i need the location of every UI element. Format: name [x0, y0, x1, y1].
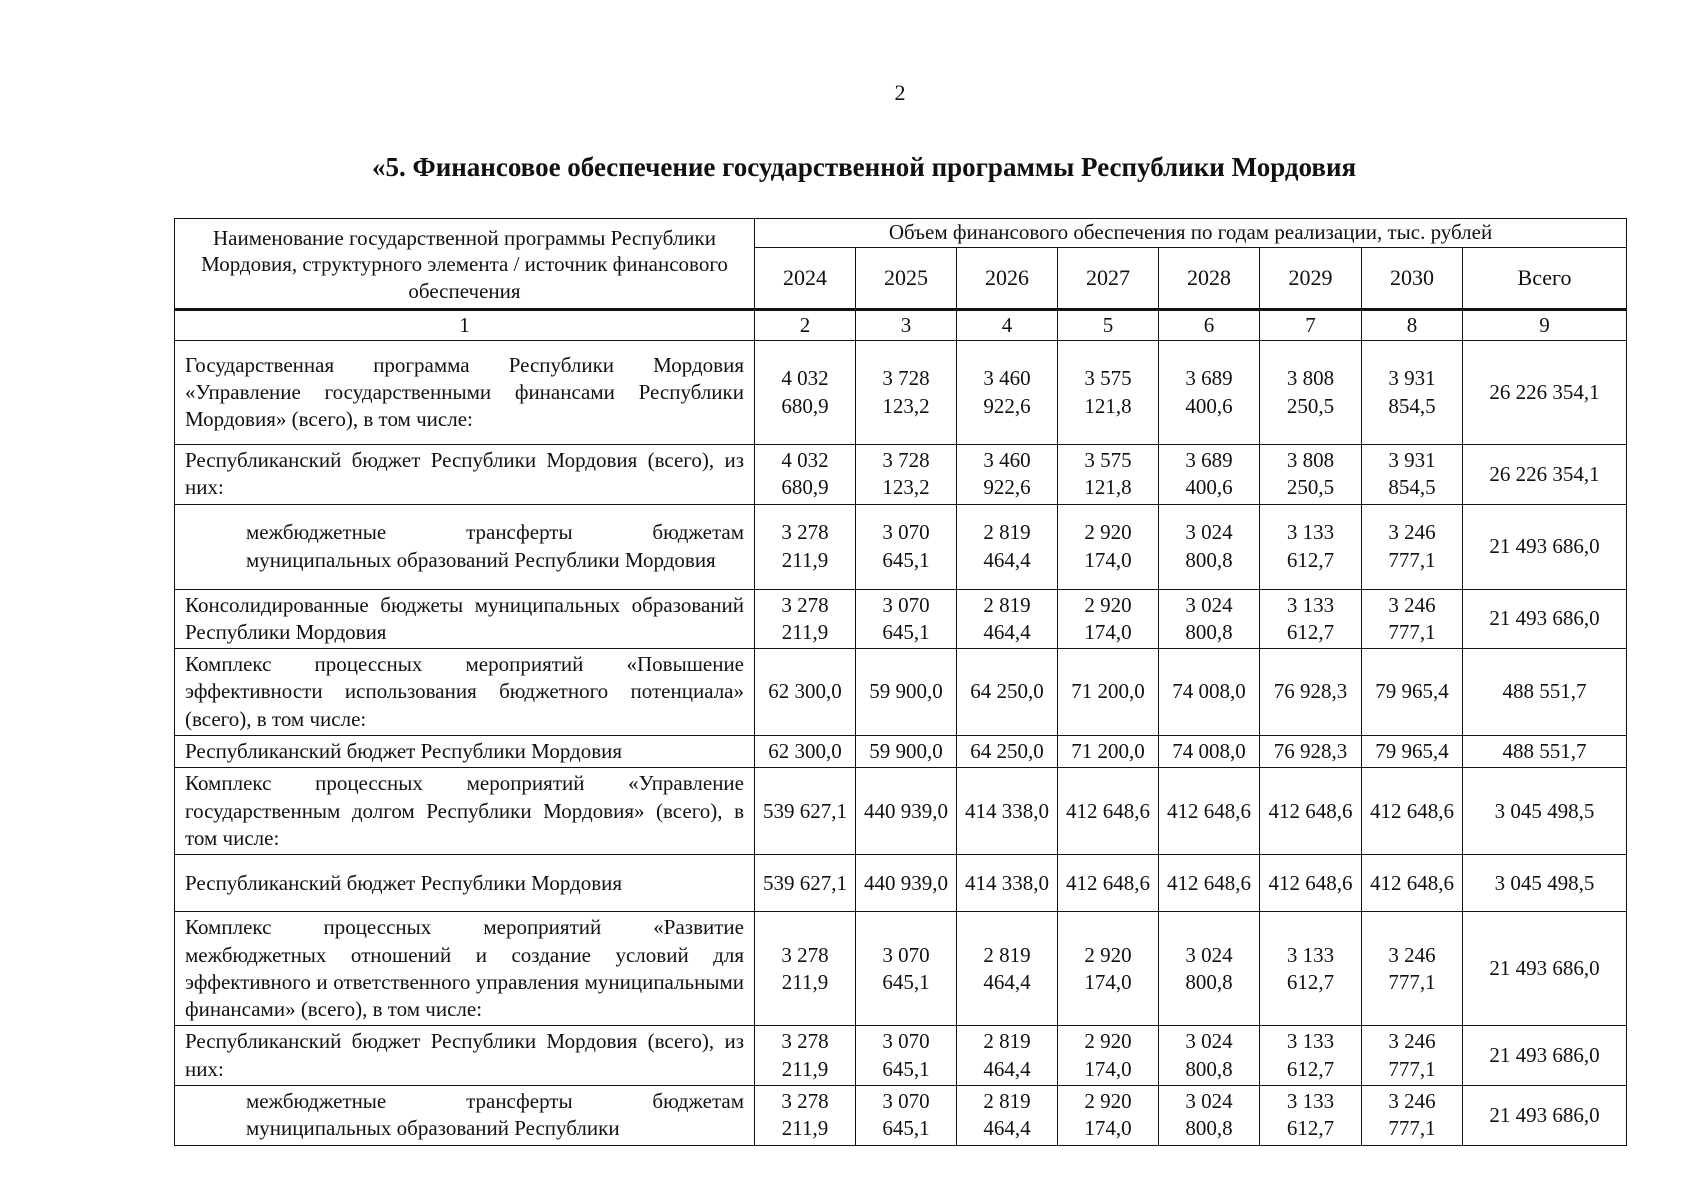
row-value: 412 648,6: [1058, 768, 1159, 855]
row-value: 3 728 123,2: [856, 445, 957, 505]
row-value: 59 900,0: [856, 649, 957, 736]
column-number: 8: [1362, 310, 1463, 341]
header-row-group: [175, 219, 1627, 248]
header-year-2025: 2025: [856, 248, 957, 310]
row-value: 3 070 645,1: [856, 504, 957, 589]
row-value: 3 133 612,7: [1260, 912, 1362, 1026]
row-value: 3 278 211,9: [755, 504, 856, 589]
row-value: 3 133 612,7: [1260, 1086, 1362, 1146]
column-number: 4: [957, 310, 1058, 341]
table-row: [175, 855, 1627, 912]
row-value: 3 024 800,8: [1159, 1026, 1260, 1086]
row-value: 539 627,1: [755, 855, 856, 912]
row-value: 3 246 777,1: [1362, 1026, 1463, 1086]
row-value: 3 246 777,1: [1362, 589, 1463, 649]
header-total: Всего: [1463, 248, 1627, 310]
row-total: 488 551,7: [1463, 649, 1627, 736]
row-value: 76 928,3: [1260, 649, 1362, 736]
table-row: [175, 445, 1627, 505]
row-total: 26 226 354,1: [1463, 341, 1627, 445]
row-value: 59 900,0: [856, 736, 957, 768]
row-value: 414 338,0: [957, 855, 1058, 912]
row-value: 76 928,3: [1260, 736, 1362, 768]
row-value: 3 246 777,1: [1362, 1086, 1463, 1146]
row-value: 64 250,0: [957, 649, 1058, 736]
row-value: 3 575 121,8: [1058, 445, 1159, 505]
row-value: 3 133 612,7: [1260, 589, 1362, 649]
table-row: [175, 1086, 1627, 1146]
row-value: 440 939,0: [856, 768, 957, 855]
column-number: 2: [755, 310, 856, 341]
row-value: 2 819 464,4: [957, 1026, 1058, 1086]
column-number: 1: [175, 310, 755, 341]
row-value: 412 648,6: [1362, 768, 1463, 855]
table-row: [175, 589, 1627, 649]
row-value: 3 133 612,7: [1260, 1026, 1362, 1086]
row-total: 21 493 686,0: [1463, 1086, 1627, 1146]
row-value: 62 300,0: [755, 649, 856, 736]
row-value: 3 460 922,6: [957, 445, 1058, 505]
row-value: 4 032 680,9: [755, 341, 856, 445]
row-value: 539 627,1: [755, 768, 856, 855]
header-year-2028: 2028: [1159, 248, 1260, 310]
row-value: 3 689 400,6: [1159, 445, 1260, 505]
row-name: Комплекс процессных мероприятий «Развитие межбюджетных отношений и создание условий для эффективного и ответственного управления муниципальными финансами» (всего), в том числе:: [175, 912, 755, 1026]
row-total: 21 493 686,0: [1463, 589, 1627, 649]
table-row: [175, 912, 1627, 1026]
row-value: 3 278 211,9: [755, 1086, 856, 1146]
row-value: 64 250,0: [957, 736, 1058, 768]
row-value: 3 070 645,1: [856, 1026, 957, 1086]
row-value: 2 819 464,4: [957, 504, 1058, 589]
financing-table: [174, 218, 1627, 1146]
row-value: 3 070 645,1: [856, 912, 957, 1026]
row-value: 2 819 464,4: [957, 589, 1058, 649]
column-number-row: [175, 310, 1627, 341]
row-value: 412 648,6: [1058, 855, 1159, 912]
table-row: [175, 768, 1627, 855]
row-name: Консолидированные бюджеты муниципальных образований Республики Мордовия: [175, 589, 755, 649]
row-value: 440 939,0: [856, 855, 957, 912]
row-value: 3 246 777,1: [1362, 504, 1463, 589]
column-number: 6: [1159, 310, 1260, 341]
row-total: 488 551,7: [1463, 736, 1627, 768]
row-value: 2 920 174,0: [1058, 589, 1159, 649]
row-value: 3 133 612,7: [1260, 504, 1362, 589]
row-value: 3 024 800,8: [1159, 504, 1260, 589]
row-value: 79 965,4: [1362, 649, 1463, 736]
table-row: [175, 736, 1627, 768]
page-number: 2: [894, 80, 906, 105]
row-name: Комплекс процессных мероприятий «Повышение эффективности использования бюджетного потенциала» (всего), в том числе:: [175, 649, 755, 736]
row-value: 3 278 211,9: [755, 589, 856, 649]
row-value: 412 648,6: [1260, 768, 1362, 855]
row-value: 71 200,0: [1058, 649, 1159, 736]
column-number: 5: [1058, 310, 1159, 341]
row-total: 3 045 498,5: [1463, 855, 1627, 912]
row-value: 412 648,6: [1159, 855, 1260, 912]
row-name: межбюджетные трансферты бюджетам муниципальных образований Республики: [175, 1086, 755, 1146]
row-value: 3 808 250,5: [1260, 341, 1362, 445]
row-value: 3 460 922,6: [957, 341, 1058, 445]
row-value: 3 278 211,9: [755, 1026, 856, 1086]
header-year-2024: 2024: [755, 248, 856, 310]
row-total: 3 045 498,5: [1463, 768, 1627, 855]
row-value: 71 200,0: [1058, 736, 1159, 768]
row-value: 412 648,6: [1159, 768, 1260, 855]
header-group-cell: Объем финансового обеспечения по годам реализации, тыс. рублей: [755, 219, 1627, 248]
row-value: 412 648,6: [1260, 855, 1362, 912]
row-total: 21 493 686,0: [1463, 912, 1627, 1026]
row-value: 3 024 800,8: [1159, 1086, 1260, 1146]
row-value: 3 070 645,1: [856, 1086, 957, 1146]
column-number: 3: [856, 310, 957, 341]
row-name: межбюджетные трансферты бюджетам муниципальных образований Республики Мордовия: [175, 504, 755, 589]
row-value: 2 920 174,0: [1058, 504, 1159, 589]
row-name: Республиканский бюджет Республики Мордовия (всего), из них:: [175, 445, 755, 505]
row-total: 21 493 686,0: [1463, 1026, 1627, 1086]
row-value: 414 338,0: [957, 768, 1058, 855]
table-row: [175, 1026, 1627, 1086]
row-value: 3 575 121,8: [1058, 341, 1159, 445]
row-value: 79 965,4: [1362, 736, 1463, 768]
table-row: [175, 649, 1627, 736]
table-row: [175, 504, 1627, 589]
header-year-2026: 2026: [957, 248, 1058, 310]
row-name: Республиканский бюджет Республики Мордовия: [175, 736, 755, 768]
row-name: Республиканский бюджет Республики Мордовия (всего), из них:: [175, 1026, 755, 1086]
header-year-2029: 2029: [1260, 248, 1362, 310]
header-name-cell: Наименование государственной программы Республики Мордовия, структурного элемента / источник финансового обеспечения: [175, 219, 755, 310]
row-value: 3 024 800,8: [1159, 912, 1260, 1026]
row-value: 2 819 464,4: [957, 1086, 1058, 1146]
row-value: 2 920 174,0: [1058, 1026, 1159, 1086]
row-value: 3 024 800,8: [1159, 589, 1260, 649]
column-number: 9: [1463, 310, 1627, 341]
row-value: 74 008,0: [1159, 736, 1260, 768]
row-value: 3 931 854,5: [1362, 445, 1463, 505]
row-value: 62 300,0: [755, 736, 856, 768]
row-value: 3 808 250,5: [1260, 445, 1362, 505]
document-title: «5. Финансовое обеспечение государственной программы Республики Мордовия: [372, 152, 1357, 182]
row-value: 4 032 680,9: [755, 445, 856, 505]
table-row: [175, 341, 1627, 445]
row-value: 2 920 174,0: [1058, 912, 1159, 1026]
row-value: 2 920 174,0: [1058, 1086, 1159, 1146]
row-total: 21 493 686,0: [1463, 504, 1627, 589]
column-number: 7: [1260, 310, 1362, 341]
row-value: 3 728 123,2: [856, 341, 957, 445]
row-value: 412 648,6: [1362, 855, 1463, 912]
row-value: 2 819 464,4: [957, 912, 1058, 1026]
row-value: 3 278 211,9: [755, 912, 856, 1026]
row-name: Государственная программа Республики Мордовия «Управление государственными финансами Республики Мордовия» (всего), в том числе:: [175, 341, 755, 445]
row-name: Республиканский бюджет Республики Мордовия: [175, 855, 755, 912]
row-value: 3 070 645,1: [856, 589, 957, 649]
row-value: 3 689 400,6: [1159, 341, 1260, 445]
header-year-2030: 2030: [1362, 248, 1463, 310]
row-name: Комплекс процессных мероприятий «Управление государственным долгом Республики Мордовия» (всего), в том числе:: [175, 768, 755, 855]
row-value: 3 246 777,1: [1362, 912, 1463, 1026]
header-year-2027: 2027: [1058, 248, 1159, 310]
row-total: 26 226 354,1: [1463, 445, 1627, 505]
row-value: 74 008,0: [1159, 649, 1260, 736]
row-value: 3 931 854,5: [1362, 341, 1463, 445]
